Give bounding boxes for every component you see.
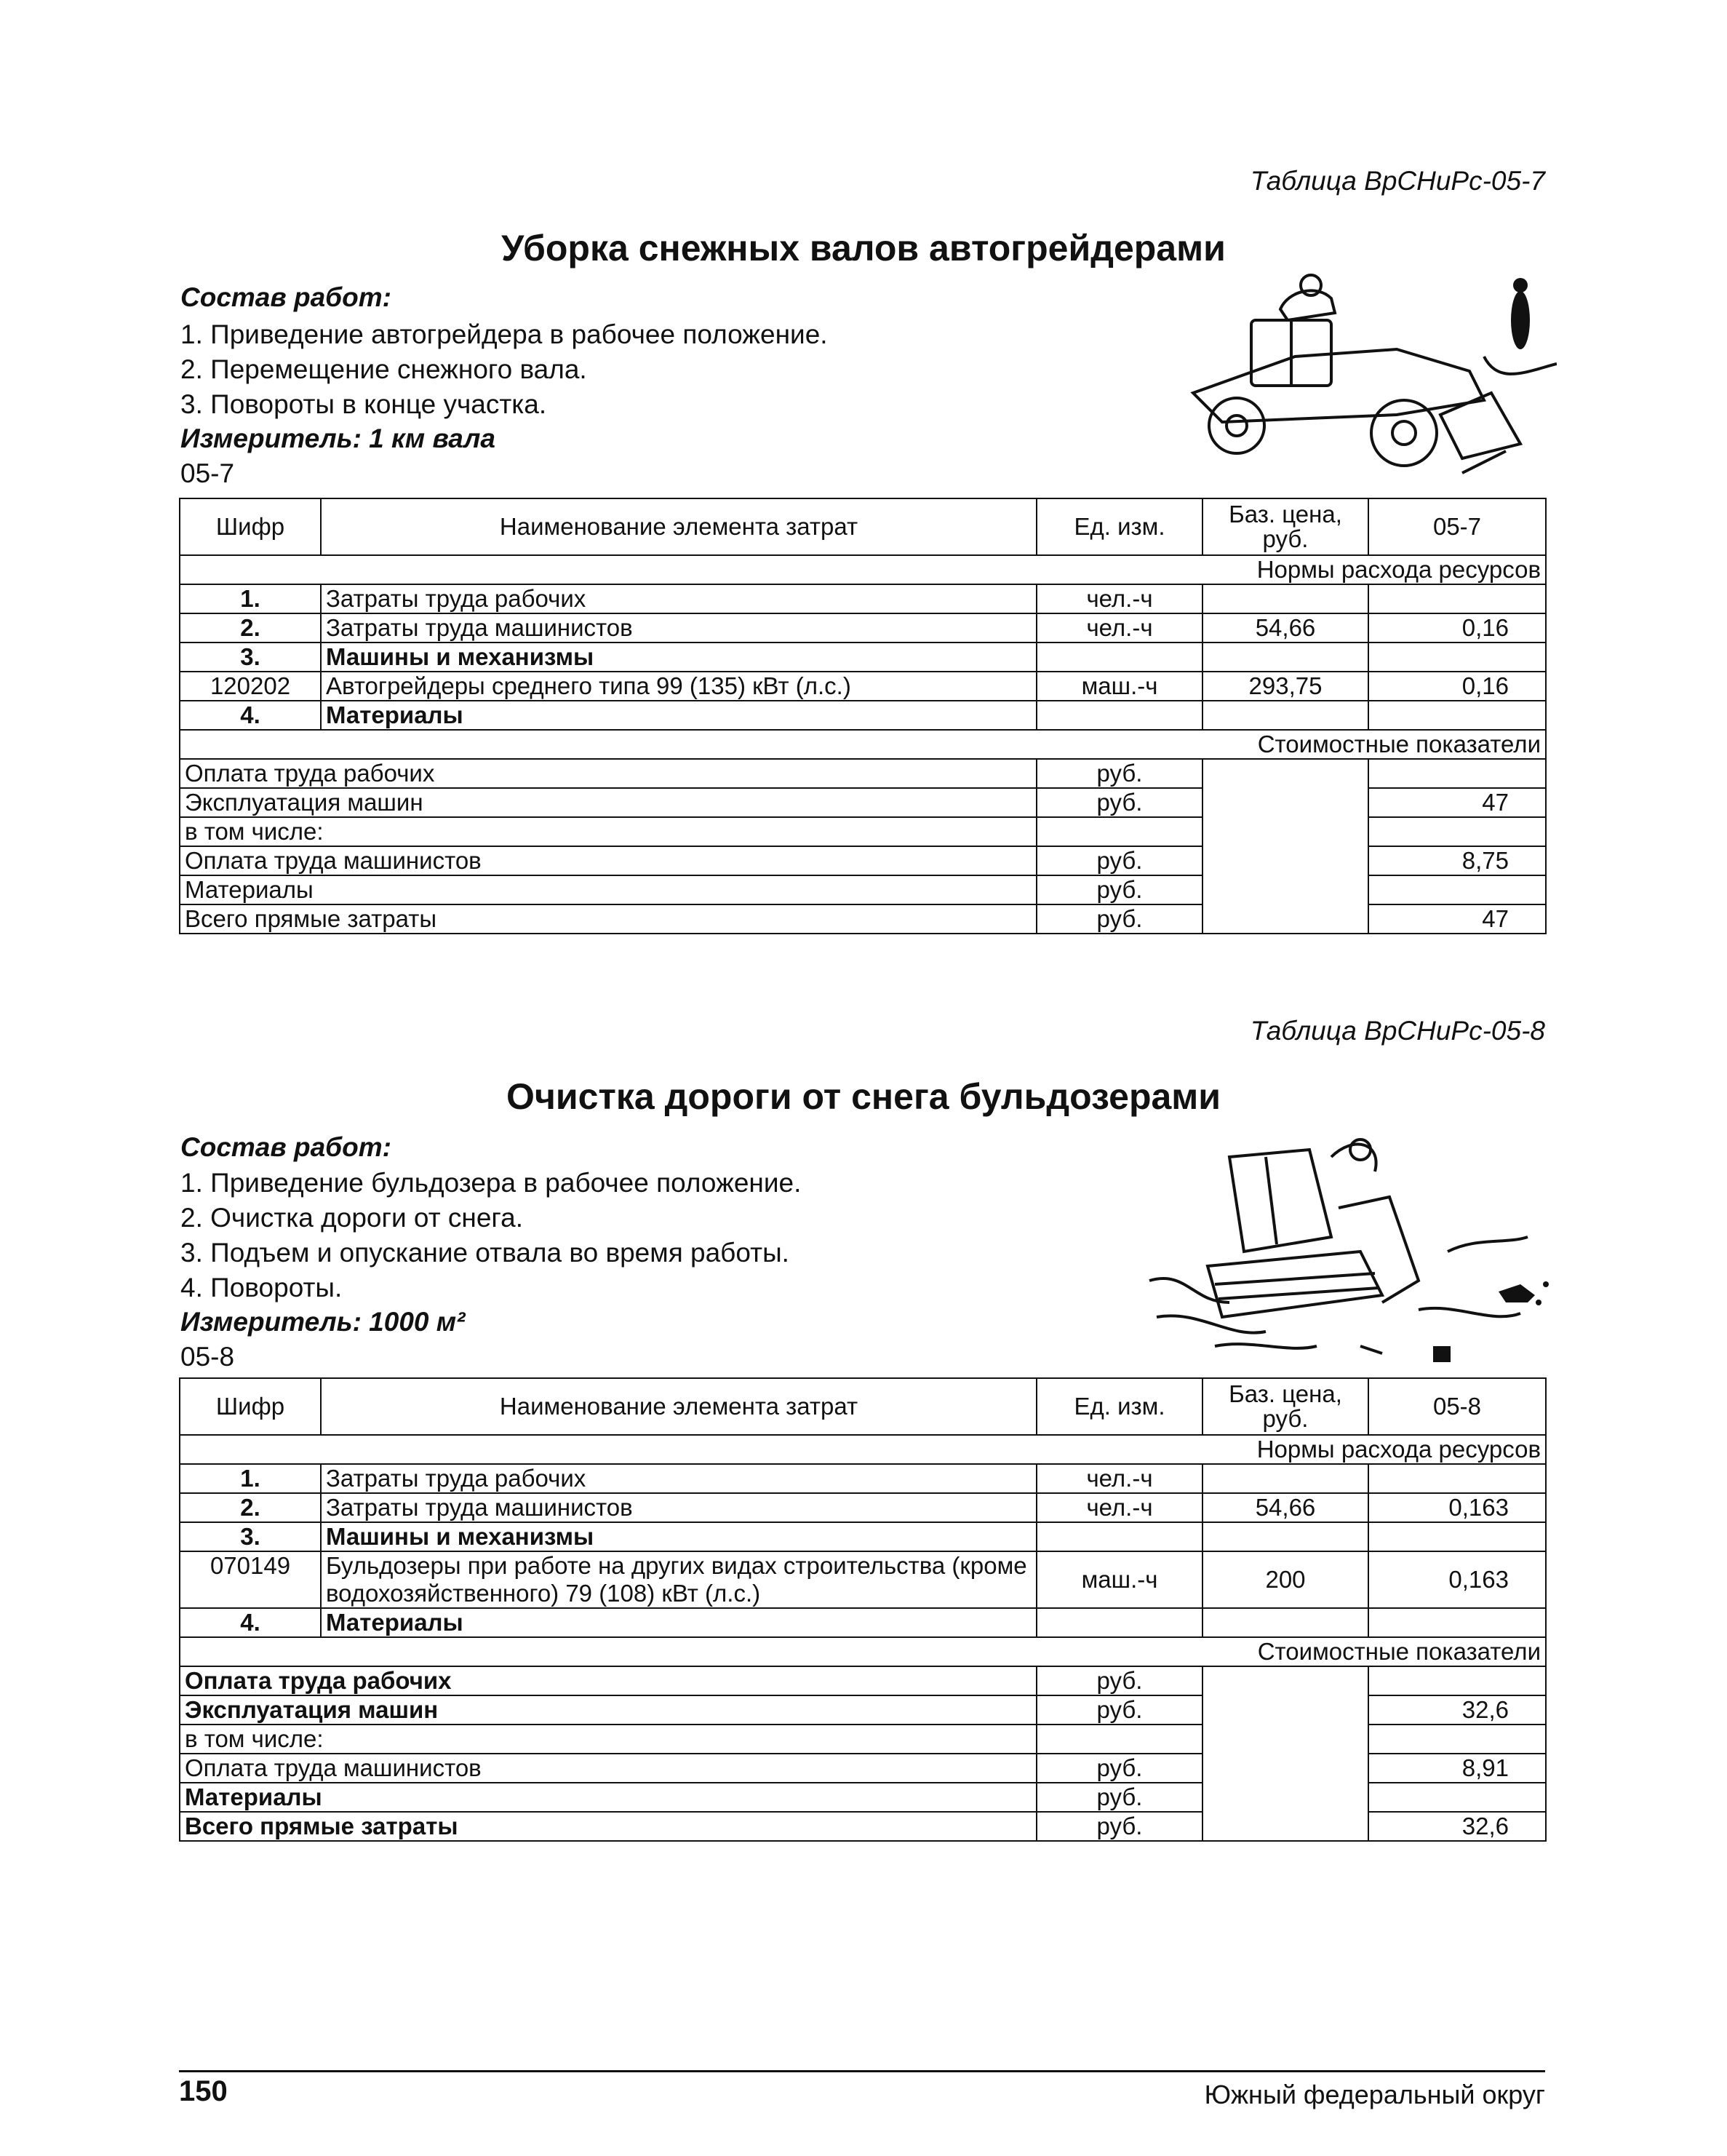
- row-unit: чел.-ч: [1037, 584, 1202, 613]
- cost-price-empty: [1202, 1666, 1368, 1841]
- cost-name: Оплата труда машинистов: [180, 1754, 1037, 1783]
- row-value: [1368, 643, 1546, 672]
- cost-name: Оплата труда рабочих: [180, 759, 1037, 788]
- row-value: 0,163: [1368, 1493, 1546, 1522]
- cost-value: [1368, 817, 1546, 846]
- row-price: [1202, 584, 1368, 613]
- cost-value: 32,6: [1368, 1812, 1546, 1841]
- work-step: 1. Приведение автогрейдера в рабочее положение.: [180, 319, 828, 349]
- row-name: Материалы: [321, 1608, 1037, 1637]
- cost-section-title: Стоимостные показатели: [180, 1637, 1546, 1666]
- resource-table: [179, 498, 1547, 934]
- norms-section-row: [180, 1435, 1546, 1464]
- table-row: [180, 643, 1546, 672]
- bulldozer-illustration: [1142, 1128, 1557, 1368]
- table-row: [180, 672, 1546, 701]
- region-name: Южный федеральный округ: [1204, 2080, 1545, 2109]
- cost-unit: руб.: [1037, 759, 1202, 788]
- row-name: Затраты труда рабочих: [321, 1464, 1037, 1493]
- table-label: Таблица ВрСНиРс-05-8: [1250, 1016, 1545, 1046]
- table-row: [180, 584, 1546, 613]
- cost-unit: руб.: [1037, 846, 1202, 875]
- cost-name: Всего прямые затраты: [180, 1812, 1037, 1841]
- row-shifr: 2.: [180, 1493, 321, 1522]
- row-shifr: 1.: [180, 1464, 321, 1493]
- cost-value: 8,75: [1368, 846, 1546, 875]
- work-step: 3. Подъем и опускание отвала во время работы.: [180, 1238, 789, 1268]
- row-name: Материалы: [321, 701, 1037, 730]
- col-price-header: Баз. цена, руб.: [1202, 1378, 1368, 1435]
- measure-unit: Измеритель: 1 км вала: [180, 423, 495, 453]
- row-value: 0,16: [1368, 672, 1546, 701]
- cost-value: 8,91: [1368, 1754, 1546, 1783]
- col-price-header: Баз. цена, руб.: [1202, 498, 1368, 555]
- cost-name: Эксплуатация машин: [180, 788, 1037, 817]
- cost-unit: руб.: [1037, 904, 1202, 934]
- row-name: Машины и механизмы: [321, 643, 1037, 672]
- row-value: [1368, 701, 1546, 730]
- row-shifr: 3.: [180, 643, 321, 672]
- table-code: 05-7: [180, 458, 235, 488]
- row-shifr: 120202: [180, 672, 321, 701]
- row-price: [1202, 1464, 1368, 1493]
- cost-section-row: [180, 730, 1546, 759]
- col-shifr-header: Шифр: [180, 498, 321, 555]
- row-value: [1368, 1608, 1546, 1637]
- row-name: Затраты труда машинистов: [321, 1493, 1037, 1522]
- row-unit: [1037, 701, 1202, 730]
- row-shifr: 4.: [180, 701, 321, 730]
- grader-illustration: [1178, 269, 1557, 488]
- row-name: Автогрейдеры среднего типа 99 (135) кВт (л.с.): [321, 672, 1037, 701]
- norms-section-row: [180, 555, 1546, 584]
- cost-unit: [1037, 817, 1202, 846]
- work-composition-heading: Состав работ:: [180, 282, 391, 312]
- table-row: [180, 613, 1546, 643]
- table-row: [180, 1608, 1546, 1637]
- row-price: [1202, 701, 1368, 730]
- cost-name: Материалы: [180, 875, 1037, 904]
- row-shifr: 2.: [180, 613, 321, 643]
- cost-unit: руб.: [1037, 788, 1202, 817]
- row-price: [1202, 643, 1368, 672]
- row-price: 54,66: [1202, 613, 1368, 643]
- cost-unit: руб.: [1037, 1754, 1202, 1783]
- cost-value: [1368, 1725, 1546, 1754]
- col-unit-header: Ед. изм.: [1037, 1378, 1202, 1435]
- table-row: [180, 1493, 1546, 1522]
- cost-name: в том числе:: [180, 1725, 1037, 1754]
- row-value: [1368, 584, 1546, 613]
- work-steps: [180, 317, 828, 422]
- row-price: 54,66: [1202, 1493, 1368, 1522]
- cost-name: Оплата труда рабочих: [180, 1666, 1037, 1695]
- row-value: [1368, 1464, 1546, 1493]
- row-shifr: 070149: [180, 1551, 321, 1608]
- col-code-header: 05-8: [1368, 1378, 1546, 1435]
- cost-unit: руб.: [1037, 1812, 1202, 1841]
- table-header-row: [180, 498, 1546, 555]
- row-unit: [1037, 1608, 1202, 1637]
- cost-name: Оплата труда машинистов: [180, 846, 1037, 875]
- norms-section-title: Нормы расхода ресурсов: [180, 555, 1546, 584]
- col-name-header: Наименование элемента затрат: [321, 498, 1037, 555]
- row-name: Затраты труда машинистов: [321, 613, 1037, 643]
- work-steps: [180, 1166, 801, 1305]
- row-name: Машины и механизмы: [321, 1522, 1037, 1551]
- row-price: 200: [1202, 1551, 1368, 1608]
- cost-value: [1368, 1666, 1546, 1695]
- cost-value: 32,6: [1368, 1695, 1546, 1725]
- row-unit: чел.-ч: [1037, 1464, 1202, 1493]
- col-name-header: Наименование элемента затрат: [321, 1378, 1037, 1435]
- cost-price-empty: [1202, 759, 1368, 934]
- cost-row: [180, 1666, 1546, 1695]
- row-unit: [1037, 1522, 1202, 1551]
- cost-value: [1368, 875, 1546, 904]
- row-unit: [1037, 643, 1202, 672]
- table-label: Таблица ВрСНиРс-05-7: [1250, 166, 1545, 196]
- table-code: 05-8: [180, 1342, 235, 1372]
- row-value: [1368, 1522, 1546, 1551]
- cost-unit: руб.: [1037, 1666, 1202, 1695]
- footer-rule: [179, 2070, 1545, 2072]
- work-step: 3. Повороты в конце участка.: [180, 389, 547, 419]
- table-row: [180, 1464, 1546, 1493]
- row-unit: чел.-ч: [1037, 613, 1202, 643]
- section-title: Очистка дороги от снега бульдозерами: [506, 1076, 1221, 1117]
- page-number: 150: [179, 2075, 228, 2107]
- measure-unit: Измеритель: 1000 м²: [180, 1307, 466, 1337]
- cost-value: [1368, 759, 1546, 788]
- cost-section-title: Стоимостные показатели: [180, 730, 1546, 759]
- col-unit-header: Ед. изм.: [1037, 498, 1202, 555]
- cost-name: в том числе:: [180, 817, 1037, 846]
- table-row: [180, 701, 1546, 730]
- cost-unit: [1037, 1725, 1202, 1754]
- row-name: Бульдозеры при работе на других видах строительства (кроме водохозяйственного) 79 (108) кВт (л.с.): [321, 1551, 1037, 1608]
- work-step: 2. Очистка дороги от снега.: [180, 1203, 523, 1233]
- table-header-row: [180, 1378, 1546, 1435]
- row-value: 0,163: [1368, 1551, 1546, 1608]
- row-value: 0,16: [1368, 613, 1546, 643]
- work-step: 1. Приведение бульдозера в рабочее положение.: [180, 1168, 802, 1198]
- cost-value: 47: [1368, 788, 1546, 817]
- resource-table: [179, 1377, 1547, 1842]
- cost-unit: руб.: [1037, 1783, 1202, 1812]
- cost-unit: руб.: [1037, 875, 1202, 904]
- cost-name: Эксплуатация машин: [180, 1695, 1037, 1725]
- table-row: [180, 1522, 1546, 1551]
- row-unit: маш.-ч: [1037, 1551, 1202, 1608]
- work-composition-heading: Состав работ:: [180, 1132, 391, 1162]
- col-code-header: 05-7: [1368, 498, 1546, 555]
- row-shifr: 1.: [180, 584, 321, 613]
- cost-row: [180, 759, 1546, 788]
- row-unit: маш.-ч: [1037, 672, 1202, 701]
- cost-section-row: [180, 1637, 1546, 1666]
- cost-value: 47: [1368, 904, 1546, 934]
- row-price: 293,75: [1202, 672, 1368, 701]
- cost-name: Всего прямые затраты: [180, 904, 1037, 934]
- row-shifr: 4.: [180, 1608, 321, 1637]
- row-shifr: 3.: [180, 1522, 321, 1551]
- row-price: [1202, 1522, 1368, 1551]
- table-row: [180, 1551, 1546, 1608]
- row-price: [1202, 1608, 1368, 1637]
- norms-section-title: Нормы расхода ресурсов: [180, 1435, 1546, 1464]
- row-unit: чел.-ч: [1037, 1493, 1202, 1522]
- section-title: Уборка снежных валов автогрейдерами: [501, 228, 1226, 268]
- cost-value: [1368, 1783, 1546, 1812]
- work-step: 4. Повороты.: [180, 1273, 343, 1302]
- work-step: 2. Перемещение снежного вала.: [180, 354, 587, 384]
- cost-name: Материалы: [180, 1783, 1037, 1812]
- cost-unit: руб.: [1037, 1695, 1202, 1725]
- col-shifr-header: Шифр: [180, 1378, 321, 1435]
- row-name: Затраты труда рабочих: [321, 584, 1037, 613]
